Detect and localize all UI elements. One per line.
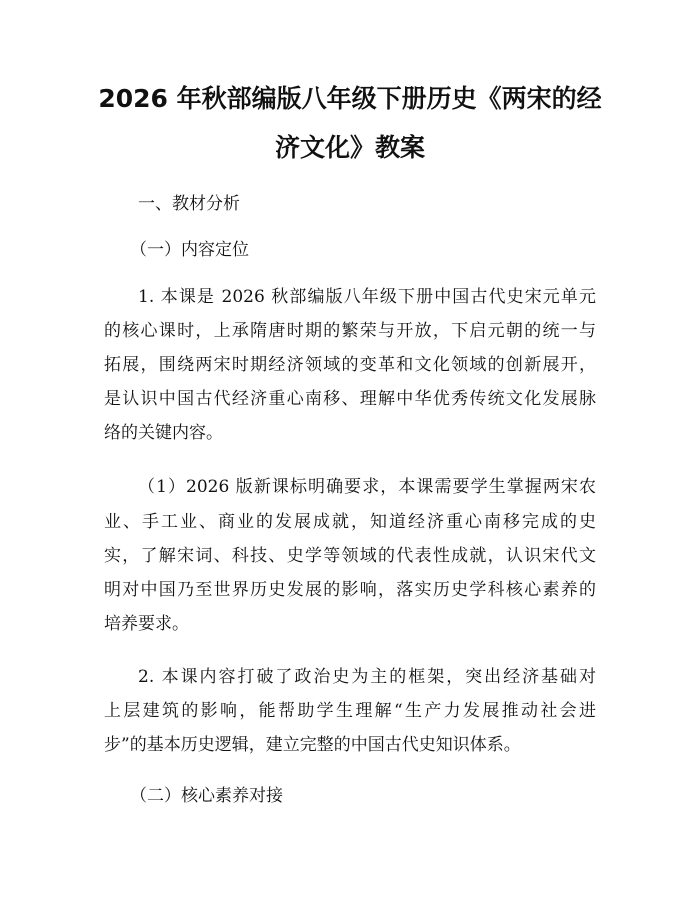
document-title-line-1: 2026 年秋部编版八年级下册历史《两宋的经: [98, 84, 602, 113]
document-title-line-2: 济文化》教案: [274, 133, 425, 162]
paragraph-2-line-5: 培养要求。: [104, 614, 189, 634]
section-heading-textbook-analysis: 一、教材分析: [138, 194, 240, 214]
paragraph-1-line-4: 是认识中国古代经济重心南移、理解中华优秀传统文化发展脉: [104, 389, 596, 409]
paragraph-2-line-3: 实，了解宋词、科技、史学等领域的代表性成就，认识宋代文: [104, 546, 596, 566]
paragraph-3-line-1: 2. 本课内容打破了政治史为主的框架，突出经济基础对: [138, 667, 596, 687]
paragraph-1-line-1: 1. 本课是 2026 秋部编版八年级下册中国古代史宋元单元: [138, 287, 596, 307]
paragraph-2-line-2: 业、手工业、商业的发展成就，知道经济重心南移完成的史: [104, 512, 596, 532]
paragraph-3-line-3: 步”的基本历史逻辑，建立完整的中国古代史知识体系。: [104, 735, 521, 755]
subsection-heading-content-positioning: （一）内容定位: [130, 240, 249, 260]
subsection-heading-core-literacy: （二）核心素养对接: [130, 786, 283, 806]
paragraph-2-line-1: （1）2026 版新课标明确要求，本课需要学生掌握两宋农: [138, 477, 596, 497]
paragraph-1-line-2: 的核心课时，上承隋唐时期的繁荣与开放，下启元朝的统一与: [104, 321, 596, 341]
paragraph-1-line-5: 络的关键内容。: [104, 423, 223, 443]
paragraph-1-line-3: 拓展，围绕两宋时期经济领域的变革和文化领域的创新展开，: [104, 355, 596, 375]
paragraph-3-line-2: 上层建筑的影响，能帮助学生理解“生产力发展推动社会进: [104, 701, 596, 721]
paragraph-2-line-4: 明对中国乃至世界历史发展的影响，落实历史学科核心素养的: [104, 580, 596, 600]
